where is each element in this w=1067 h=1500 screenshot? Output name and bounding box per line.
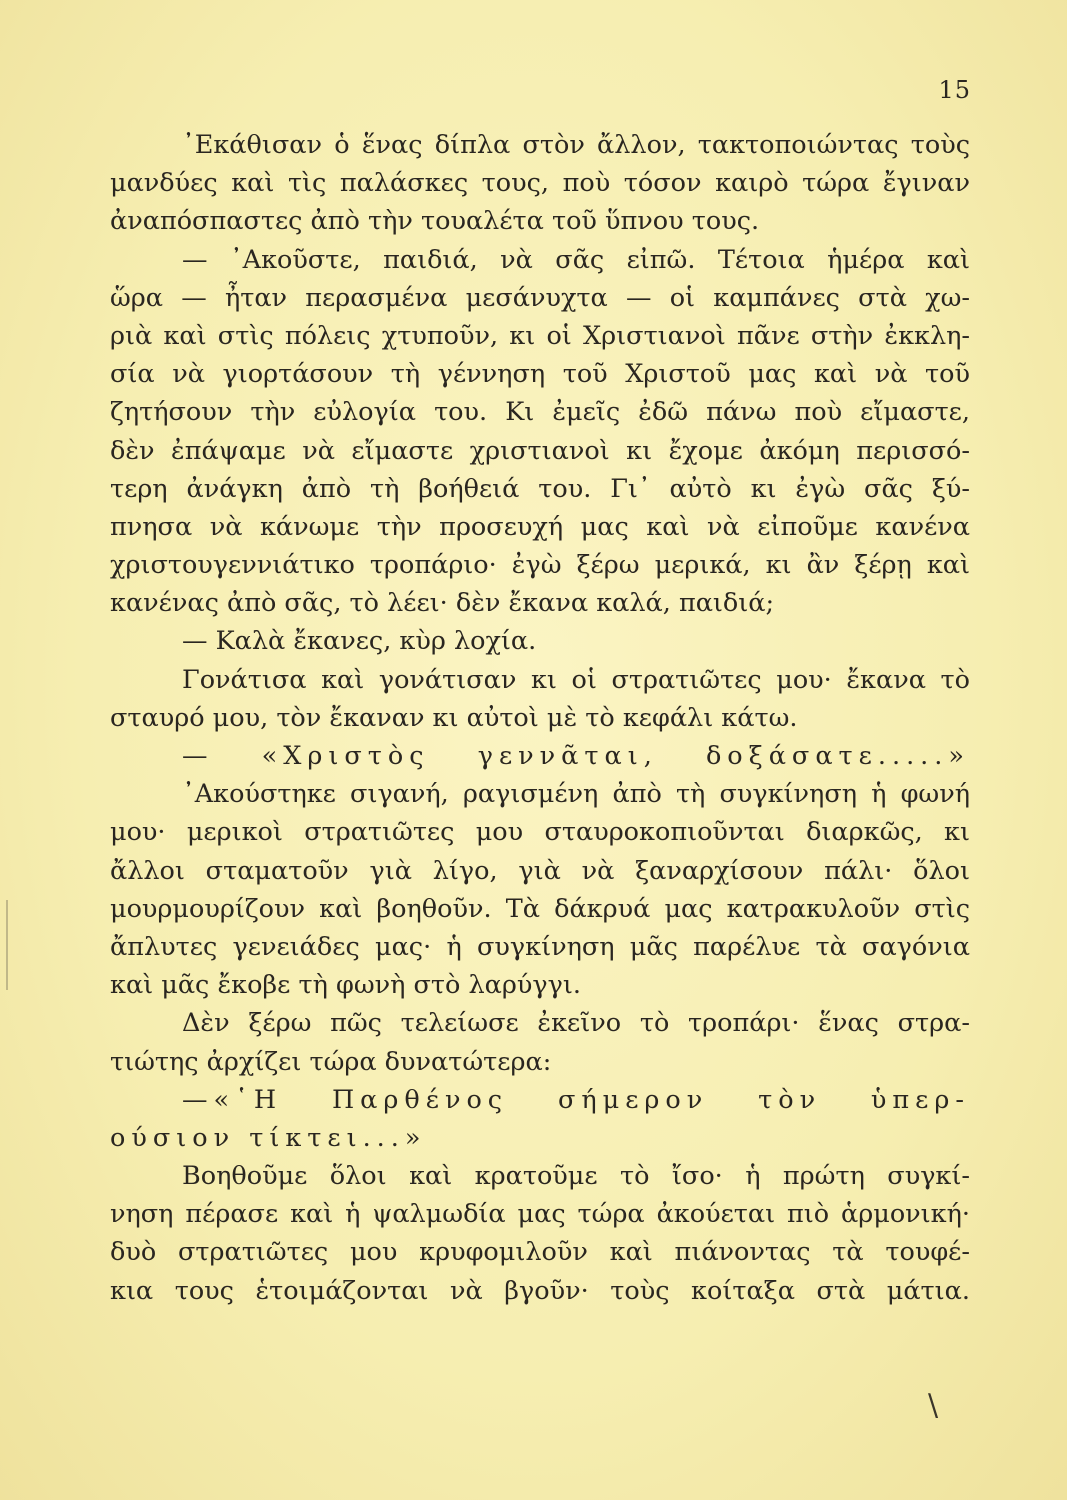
text-line: μου· μερικοὶ στρατιῶτες μου σταυροκοπιοῦνται διαρκῶς, κι — [110, 817, 970, 848]
text-line: ὥρα — ἦταν περασμένα μεσάνυχτα — οἱ καμπάνες στὰ χω- — [110, 282, 970, 313]
text-line: κανένας ἀπὸ σᾶς, τὸ λέει· δὲν ἔκανα καλά, παιδιά; — [110, 588, 775, 619]
text-line: μουρμουρίζουν καὶ βοηθοῦν. Τὰ δάκρυά μας κατρακυλοῦν στὶς — [110, 893, 970, 924]
body-text — [110, 126, 970, 1310]
text-line: Βοηθοῦμε ὅλοι καὶ κρατοῦμε τὸ ἴσο· ἡ πρώτη συγκί- — [182, 1161, 970, 1192]
text-line: πνησα νὰ κάνωμε τὴν προσευχή μας καὶ νὰ εἰποῦμε κανένα — [110, 511, 970, 542]
text-line: δὲν ἐπάψαμε νὰ εἴμαστε χριστιανοὶ κι ἔχομε ἀκόμη περισσό- — [110, 435, 970, 466]
text-line: κια τους ἑτοιμάζονται νὰ βγοῦν· τοὺς κοίταξα στὰ μάτια. — [110, 1275, 970, 1306]
text-line: ούσιον τίκτει...» — [110, 1122, 427, 1153]
text-line: ἄπλυτες γενειάδες μας· ἡ συγκίνηση μᾶς παρέλυε τὰ σαγόνια — [110, 931, 970, 962]
text-line: ζητήσουν τὴν εὐλογία του. Κι ἐμεῖς ἐδῶ πάνω ποὺ εἴμαστε, — [110, 397, 970, 428]
text-line: δυὸ στρατιῶτες μου κρυφομιλοῦν καὶ πιάνοντας τὰ τουφέ- — [110, 1237, 970, 1268]
text-line: νηση πέρασε καὶ ἡ ψαλμωδία μας τώρα ἀκούεται πιὸ ἁρμονική· — [110, 1199, 970, 1230]
scan-edge-mark — [6, 900, 8, 990]
text-line: ριὰ καὶ στὶς πόλεις χτυποῦν, κι οἱ Χριστιανοὶ πᾶνε στὴν ἐκκλη- — [110, 320, 970, 351]
text-line: ἀναπόσπαστες ἀπὸ τὴν τουαλέτα τοῦ ὕπνου τους. — [110, 206, 760, 237]
text-line: ᾿Εκάθισαν ὁ ἕνας δίπλα στὸν ἄλλον, τακτοποιώντας τοὺς — [182, 130, 970, 160]
text-line: ἄλλοι σταματοῦν γιὰ λίγο, γιὰ νὰ ξαναρχίσουν πάλι· ὅλοι — [110, 855, 970, 886]
text-line: —«῾Η Παρθένος σήμερον τὸν ὑπερ- — [182, 1084, 970, 1115]
text-line: Δὲν ξέρω πῶς τελείωσε ἐκεῖνο τὸ τροπάρι· ἕνας στρα- — [182, 1008, 970, 1039]
page-number: 15 — [938, 76, 971, 104]
text-line: τερη ἀνάγκη ἀπὸ τὴ βοήθειά του. Γι᾿ αὐτὸ κι ἐγὼ σᾶς ξύ- — [110, 473, 970, 504]
text-line: σία νὰ γιορτάσουν τὴ γέννηση τοῦ Χριστοῦ μας καὶ νὰ τοῦ — [110, 359, 970, 390]
text-line: ᾿Ακούστηκε σιγανή, ραγισμένη ἀπὸ τὴ συγκίνηση ἡ φωνή — [182, 779, 970, 810]
text-line: Γονάτισα καὶ γονάτισαν κι οἱ στρατιῶτες μου· ἔκανα τὸ — [182, 664, 970, 695]
text-line: σταυρό μου, τὸν ἔκαναν κι αὐτοὶ μὲ τὸ κεφάλι κάτω. — [110, 702, 798, 733]
text-line: — Καλὰ ἔκανες, κὺρ λοχία. — [182, 626, 537, 657]
pencil-mark: \ — [928, 1388, 939, 1423]
text-line: μανδύες καὶ τὶς παλάσκες τους, ποὺ τόσον καιρὸ τώρα ἔγιναν — [110, 168, 970, 199]
text-line: τιώτης ἀρχίζει τώρα δυνατώτερα: — [110, 1046, 552, 1077]
text-line: χριστουγεννιάτικο τροπάριο· ἐγὼ ξέρω μερικά, κι ἂν ξέρῃ καὶ — [110, 550, 970, 581]
text-line: — ᾿Ακοῦστε, παιδιά, νὰ σᾶς εἰπῶ. Τέτοια ἡμέρα καὶ — [182, 244, 970, 275]
text-line: καὶ μᾶς ἔκοβε τὴ φωνὴ στὸ λαρύγγι. — [110, 970, 581, 1001]
text-line: — «Χριστὸς γεννᾶται, δοξάσατε.....» — [182, 741, 970, 771]
